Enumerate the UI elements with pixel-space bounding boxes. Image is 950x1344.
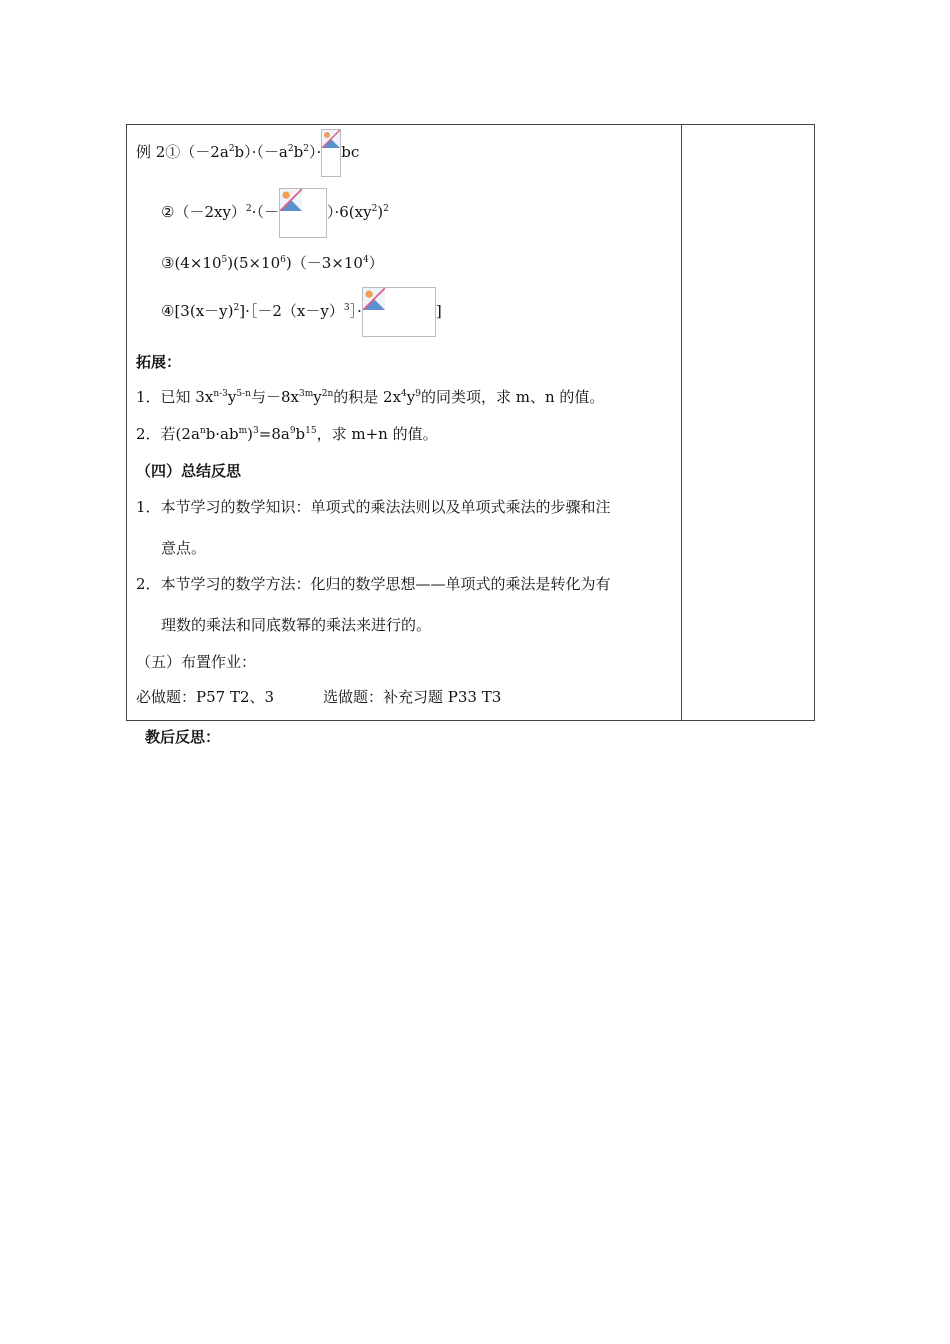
homework-heading: （五）布置作业： — [136, 653, 257, 671]
summary-heading: （四）总结反思 — [136, 462, 242, 480]
example2-item3: $③(4\times 10^5)(5\times 10^6)(-3\times 10^4)$ — [161, 254, 384, 272]
column-divider — [681, 125, 682, 720]
extension-question-1: 1．已知 $3x^{n-3}y^{5-n}$与$-8x^{3m}y^{2n}$的积是 $2x^4y^9$的同类项，求 m、n 的值。 — [136, 388, 605, 406]
example2-item4: $④[3(x-y)^2]\cdot[-2(x-y)^3]\cdot$ ] — [161, 286, 442, 336]
summary-item-2-line-1: 2．本节学习的数学方法：化归的数学思想——单项式的乘法是转化为有 — [136, 575, 611, 593]
extension-question-2: 2．若$(2a^nb\cdot ab^m)^3=8a^9b^{15}$，求 m+n 的值。 — [136, 425, 438, 443]
example2-item1: 例 $2①(-2a^2b)\cdot(-a^2b^2)\cdot$ bc — [136, 127, 359, 177]
formula-image-placeholder — [362, 287, 436, 337]
summary-item-1-line-2: 意点。 — [161, 539, 207, 557]
formula-image-placeholder — [279, 188, 327, 238]
homework-optional: 选做题：补充习题 P33 T3 — [323, 688, 502, 706]
example2-item2: $②(-2xy)^2\cdot(-$ ）$\cdot 6(xy^2)^2$ — [161, 187, 389, 237]
summary-item-1-line-1: 1．本节学习的数学知识：单项式的乘法法则以及单项式乘法的步骤和注 — [136, 498, 611, 516]
extension-heading: 拓展： — [136, 353, 182, 371]
summary-item-2-line-2: 理数的乘法和同底数幂的乘法来进行的。 — [161, 616, 432, 634]
homework-required: 必做题：P57 T2、3 — [136, 688, 275, 706]
lesson-table — [126, 124, 815, 721]
after-class-reflection-label: 教后反思： — [145, 728, 221, 746]
formula-image-placeholder — [321, 129, 341, 177]
